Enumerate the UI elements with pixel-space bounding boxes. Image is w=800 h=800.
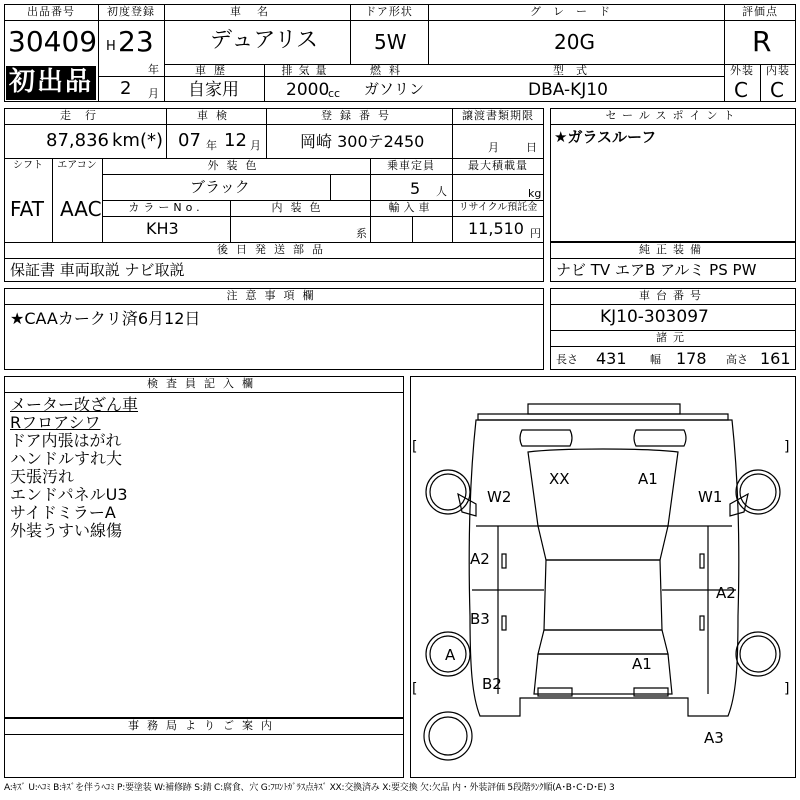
- office-label: 事務局よりご案内: [128, 719, 280, 732]
- history: 自家用: [188, 80, 239, 100]
- score-label: 評価点: [742, 5, 778, 18]
- inspector-label: 検査員記入欄: [147, 377, 261, 390]
- later-docs: 保証書 車両取説 ナビ取説: [10, 261, 185, 279]
- equipment-label: 純正装備: [639, 243, 707, 256]
- era: H: [106, 39, 116, 54]
- mark-a1-rear: A1: [632, 655, 652, 673]
- ac-label: エアコン: [57, 160, 97, 171]
- interior-color-label: 内装色: [271, 201, 329, 214]
- note-line: 外装うすい線傷: [10, 521, 123, 540]
- displacement: 2000: [286, 80, 330, 100]
- car-name: デュアリス: [210, 28, 319, 53]
- note-line: ハンドルすれ大: [10, 449, 123, 468]
- max-load-label: 最大積載量: [468, 159, 528, 172]
- exterior-label: 外装: [730, 64, 754, 77]
- reg-number: 岡崎 300テ2450: [300, 132, 425, 151]
- import-label: 輸入車: [388, 201, 434, 214]
- transfer-month-unit: 月: [488, 141, 499, 154]
- mark-a3: A3: [704, 729, 724, 747]
- recycle-unit: 円: [530, 227, 541, 240]
- mark-a2-right: A2: [716, 584, 736, 602]
- note-line: 天張汚れ: [10, 467, 75, 486]
- year-unit: 年: [148, 63, 159, 76]
- mark-a-wheel: A: [445, 646, 456, 664]
- capacity: 5: [410, 179, 421, 198]
- mark-a1-hood: A1: [638, 470, 658, 488]
- note-line: サイドミラーA: [10, 503, 116, 522]
- displacement-label: 排気量: [281, 64, 333, 77]
- mark-b3: B3: [470, 610, 490, 628]
- first-reg-month: 2: [120, 78, 132, 99]
- color-label: 外装色: [207, 159, 265, 172]
- width: 178: [676, 349, 707, 368]
- grade-label: グレード: [530, 5, 622, 18]
- inspection-month-unit: 月: [250, 139, 261, 152]
- color-no-label: カラーNo.: [128, 201, 204, 214]
- caution-text: ★CAAカークリ済6月12日: [10, 309, 201, 328]
- first-reg-label: 初度登録: [107, 5, 155, 18]
- month-unit: 月: [148, 87, 159, 100]
- interior-grade: C: [770, 78, 784, 102]
- inspector-notes: [10, 396, 138, 540]
- note-line: メーター改ざん車: [10, 395, 139, 414]
- mark-a2-left: A2: [470, 550, 490, 568]
- height: 161: [760, 349, 791, 368]
- mark-b2: B2: [482, 675, 502, 693]
- color-no: KH3: [146, 219, 179, 238]
- later-docs-label: 後日発送部品: [217, 243, 331, 256]
- fuel: ガソリン: [364, 80, 425, 98]
- car-diagram: [410, 376, 796, 778]
- chassis-label: 車台番号: [639, 289, 707, 302]
- legend-text: A:ｷｽﾞ U:ﾍｺﾐ B:ｷｽﾞを伴うﾍｺﾐ P:要塗装 W:補修跡 S:錆 C:腐食、穴 G:ﾌﾛﾝﾄｶﾞﾗｽ点ｷｽﾞ XX:交換済み X:要交換 欠:欠品 内・外装評価 5段階ﾗﾝｸ順(A･B･C･D･E) 3: [4, 783, 615, 793]
- capacity-unit: 人: [436, 185, 447, 198]
- bracket-left-top: [: [412, 439, 418, 455]
- transfer-label: 譲渡書類期限: [462, 109, 534, 122]
- history-label: 車歴: [195, 64, 233, 77]
- transfer-day-unit: 日: [526, 141, 537, 154]
- height-label: 高さ: [726, 353, 748, 366]
- shift: FAT: [10, 197, 45, 221]
- dims-label: 諸元: [656, 331, 690, 344]
- first-listing-badge: 初出品: [6, 66, 96, 100]
- door-type: 5W: [374, 30, 407, 54]
- inspection-year: 07: [178, 130, 201, 151]
- mark-xx: XX: [549, 470, 570, 488]
- note-line: ドア内張はがれ: [10, 431, 122, 450]
- note-line: エンドパネルU3: [10, 485, 128, 504]
- mileage-unit: km(*): [112, 130, 164, 151]
- inspection-month: 12: [224, 130, 247, 151]
- score: R: [752, 25, 772, 58]
- first-reg-year: 23: [118, 25, 154, 58]
- exterior-grade: C: [734, 78, 748, 102]
- reg-label: 登録番号: [321, 109, 397, 122]
- inspection-label: 車検: [197, 109, 235, 122]
- mileage: 87,836: [46, 130, 109, 151]
- mileage-label: 走行: [60, 109, 110, 122]
- inspection-year-unit: 年: [206, 139, 217, 152]
- max-load-unit: kg: [528, 187, 542, 200]
- mark-w2: W2: [487, 488, 512, 506]
- shift-label: シフト: [13, 160, 43, 171]
- bracket-right-bottom: ]: [784, 681, 790, 697]
- equipment-text: ナビ TV エアB アルミ PS PW: [556, 261, 757, 279]
- lot-number: 30409: [8, 25, 98, 58]
- lot-label: 出品番号: [27, 5, 75, 18]
- model: DBA-KJ10: [528, 80, 608, 100]
- model-label: 型式: [553, 64, 599, 77]
- fuel-label: 燃料: [370, 64, 408, 77]
- car-name-label: 車名: [230, 5, 284, 18]
- interior-label: 内装: [766, 64, 790, 77]
- width-label: 幅: [650, 353, 661, 366]
- note-line: Rフロアシワ: [10, 413, 101, 432]
- interior-color-unit: 系: [356, 227, 367, 240]
- length: 431: [596, 349, 627, 368]
- displacement-unit: cc: [328, 87, 341, 100]
- capacity-label: 乗車定員: [387, 159, 435, 172]
- length-label: 長さ: [556, 353, 578, 366]
- grade: 20G: [554, 30, 595, 54]
- ac: AAC: [60, 197, 102, 221]
- chassis-number: KJ10-303097: [600, 307, 709, 327]
- recycle: 11,510: [468, 219, 524, 238]
- recycle-label: リサイクル預託金: [458, 202, 538, 213]
- door-label: ドア形状: [365, 5, 413, 18]
- sales-point-label: セールスポイント: [605, 109, 741, 122]
- bracket-right-top: ]: [784, 439, 790, 455]
- mark-w1: W1: [698, 488, 723, 506]
- sales-point-text: ★ガラスルーフ: [554, 128, 657, 146]
- caution-label: 注意事項欄: [226, 289, 322, 302]
- color: ブラック: [190, 178, 250, 196]
- bracket-left-bottom: [: [412, 681, 418, 697]
